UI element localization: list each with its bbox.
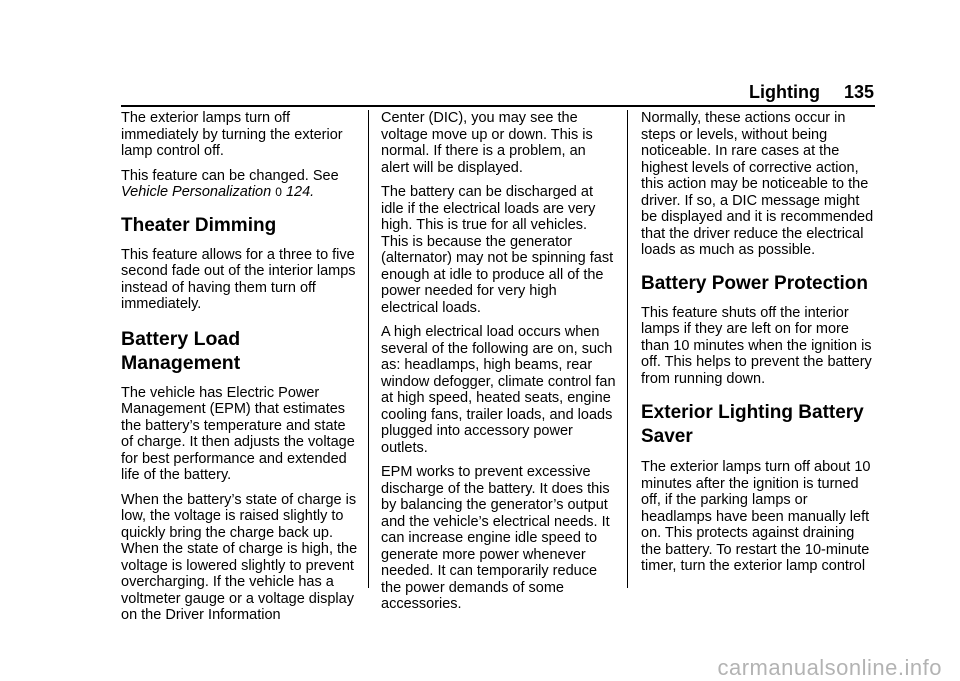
column-divider [627, 110, 628, 588]
paragraph: A high electrical load occurs when several of the following are on, such as: headlamps, high beams, rear window defogger, climate control fan at high speed, heated seats, engine cooling fans, trailer loads, and loads plugged into accessory power outlets. [381, 324, 616, 456]
column-divider [368, 110, 369, 588]
heading-exterior-lighting-battery-saver: Exterior Lighting Battery Saver [641, 402, 864, 447]
heading-battery-load-management: Battery Load Management [121, 327, 241, 374]
page-ref-arrow-icon: 0 [275, 185, 282, 199]
page-number: 135 [843, 82, 874, 102]
paragraph: The exterior lamps turn off about 10 minutes after the ignition is turned off, if the parking lamps or headlamps have been manually left on. This protects against draining the battery. To restart the 10-minute timer, turn the exterior lamp control [641, 459, 871, 574]
reference-link[interactable]: Vehicle Personalization [121, 184, 272, 200]
reference-page[interactable]: 124. [285, 184, 315, 200]
paragraph-with-reference [121, 168, 361, 201]
page-header [0, 82, 874, 103]
column-3 [641, 110, 877, 583]
paragraph: When the battery’s state of charge is low, the voltage is raised slightly to quickly bring the charge back up. When the state of charge is high, the voltage is lowered slightly to prevent overcharging. If the vehicle has a voltmeter gauge or a voltage display on the Driver Information [121, 491, 358, 623]
paragraph: This feature shuts off the interior lamps if they are left on for more than 10 minutes when the ignition is off. This helps to prevent the battery from running down. [641, 304, 872, 387]
heading-battery-power-protection: Battery Power Protection [641, 272, 868, 294]
paragraph: The battery can be discharged at idle if the electrical loads are very high. This is true for all vehicles. This is because the generator (alternator) may not be spinning fast enough at idle to produce all of the power needed for very high electrical loads. [381, 184, 614, 316]
paragraph: This feature allows for a three to five second fade out of the interior lamps instead of having them turn off immediately. [121, 246, 356, 312]
watermark-text: carmanualsonline.info [717, 655, 942, 680]
heading-theater-dimming: Theater Dimming [121, 214, 277, 236]
section-title: Lighting [748, 82, 820, 102]
watermark [0, 655, 960, 681]
paragraph: The exterior lamps turn off immediately by turning the exterior lamp control off. [121, 110, 343, 159]
column-2 [381, 110, 617, 621]
paragraph: The vehicle has Electric Power Management (EPM) that estimates the battery’s temperature and state of charge. It then adjusts the voltage for best performance and extended life of the battery. [121, 384, 355, 483]
paragraph: Normally, these actions occur in steps or levels, without being noticeable. In rare cases at the highest levels of corrective action, this action may be noticeable to the driver. If so, a DIC message might be displayed and it is recommended that the driver reduce the electrical loads as much as possible. [641, 110, 874, 258]
paragraph: EPM works to prevent excessive discharge of the battery. It does this by balancing the generator’s output and the vehicle’s electrical needs. It can increase engine idle speed to generate more power whenever needed. It can temporarily reduce the power demands of some accessories. [381, 464, 610, 612]
paragraph: Center (DIC), you may see the voltage move up or down. This is normal. If there is a problem, an alert will be displayed. [381, 110, 593, 176]
header-rule [121, 105, 875, 107]
column-1 [121, 110, 361, 632]
reference-intro: This feature can be changed. See [121, 167, 339, 184]
